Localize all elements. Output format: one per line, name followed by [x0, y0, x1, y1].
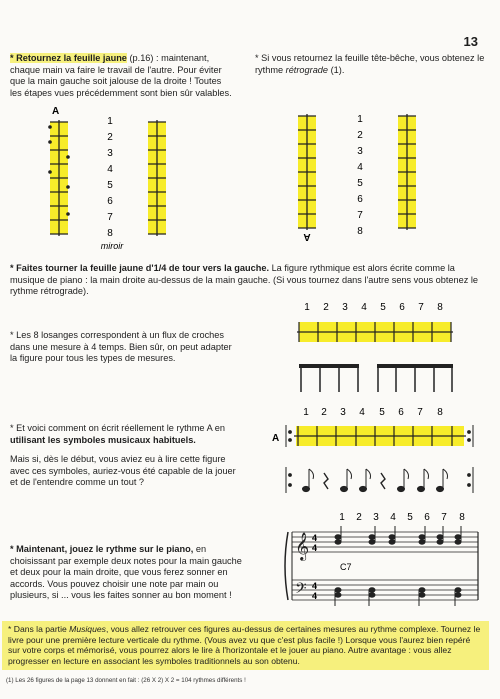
repeat-sign-left: [286, 425, 291, 447]
yellow-strip-retro-left: [298, 114, 316, 230]
strip-number: 1: [357, 114, 363, 125]
strip-number: 6: [398, 407, 404, 418]
section1-right-italic: rétrograde: [285, 64, 329, 75]
bottom-italic: Musiques: [69, 624, 106, 634]
label-a-inverted: A: [303, 231, 311, 242]
time-signature-bottom: 4: [312, 581, 318, 591]
strip-number: 6: [357, 194, 363, 205]
strip-number: 3: [357, 146, 363, 157]
section1-right-text: [255, 53, 485, 76]
strip-numbers: [107, 116, 113, 239]
bass-notes: [335, 588, 461, 606]
section1-left-text: [10, 53, 235, 99]
strip-number: 7: [107, 212, 113, 223]
strip-number: 2: [323, 302, 329, 313]
strip-number: 3: [340, 407, 346, 418]
strip-number: 4: [107, 164, 113, 175]
section1-left-bold: * Retournez la feuille jaune: [10, 53, 127, 63]
strip-number: 6: [399, 302, 405, 313]
label-a: A: [272, 433, 280, 444]
section1-right-text-main: * Si vous retournez la feuille tête-bêche, vous obtenez le rythme: [255, 53, 485, 75]
strip-number: 6: [424, 512, 430, 523]
caption-miroir: miroir: [100, 241, 124, 251]
staff-numbers: [339, 512, 465, 523]
bottom-rest: , vous allez retrouver ces figures au-dessus de certaines mesures au rythme complexe. Tournez le livre pour une première lecture verticale du rythme. (Vous avez vu que c'est plus facile !) Lorsque vous l'aurez bien repéré sur votre corps et mémorisé, vous pourrez alors le lire à l'horizontale et le jouer au piano. Autre avantage : vous allez progresser en lecture en associant les symboles traditionnels au son obtenu.: [8, 624, 481, 667]
strip-number: 3: [373, 512, 379, 523]
strip-number: 8: [459, 512, 465, 523]
section2-bold: * Faites tourner la feuille jaune d'1/4 de tour vers la gauche.: [10, 263, 270, 273]
strip-number: 1: [303, 407, 309, 418]
section2-rest: La figure rythmique est alors écrite comme la musique de piano : la main droite au-dessus de la main gauche. (Si vous tournez dans l'autre sens vous obtenez le rythme rétrograde).: [10, 263, 479, 297]
strip-number: 5: [407, 512, 413, 523]
strip-number: 8: [107, 228, 113, 239]
strip-number: 1: [107, 116, 113, 127]
strip-number: 6: [107, 196, 113, 207]
strip-number: 3: [342, 302, 348, 313]
bottom-text: * Dans la partie: [8, 624, 70, 634]
rhythm-a-figure: [268, 405, 493, 505]
strip-number: 8: [437, 407, 443, 418]
strip-number: 5: [380, 302, 386, 313]
treble-clef-icon: 𝄞: [295, 533, 310, 560]
strip-number: 7: [441, 512, 447, 523]
strip-number: 2: [321, 407, 327, 418]
section3-paragraph: * Les 8 losanges correspondent à un flux de croches dans une mesure à 4 temps. Bien sûr, on peut adapter la figure pour tous les types de mesures.: [10, 330, 232, 364]
section2-text: [10, 263, 490, 298]
strip-number: 2: [357, 130, 363, 141]
strip-number: 8: [357, 226, 363, 237]
time-signature-top-lower: 4: [312, 543, 318, 553]
rhythm-numbers: [303, 407, 443, 418]
yellow-strip-horizontal: [297, 322, 453, 342]
strip-number: 3: [107, 148, 113, 159]
strip-number: 4: [359, 407, 365, 418]
section4-text2: Mais si, dès le début, vous aviez eu à lire cette figure avec ces symboles, auriez-vous été capable de la jouer et de l'entendre comme un tout ?: [10, 454, 236, 488]
strip-number: 5: [107, 180, 113, 191]
bass-clef-icon: 𝄢: [295, 580, 307, 600]
strip-number: 4: [361, 302, 367, 313]
time-signature-bottom-lower: 4: [312, 591, 318, 601]
strip-number: 4: [357, 162, 363, 173]
section4-bold: utilisant les symboles musicaux habituels.: [10, 434, 196, 445]
brace-icon: [285, 532, 288, 600]
treble-notes: [335, 526, 461, 544]
section5-text: [10, 544, 245, 602]
treble-staff: [292, 532, 478, 552]
chord-symbol: C7: [340, 562, 352, 572]
horizontal-strip-figure: [295, 300, 495, 400]
repeat-sign-right: [468, 425, 473, 447]
rhythm-notation: [286, 467, 473, 493]
footnote: (1) Les 26 figures de la page 13 donnent en fait : (26 X 2) X 2 = 104 rythmes différents !: [6, 677, 246, 684]
section5-bold: * Maintenant, jouez le rythme sur le piano,: [10, 544, 194, 554]
page-number: 13: [463, 34, 478, 49]
section4-text: [10, 423, 240, 489]
strip-number: 5: [357, 178, 363, 189]
yellow-strip-rhythm-a: [294, 426, 466, 446]
horizontal-numbers: [304, 302, 443, 313]
strip-number: 4: [390, 512, 396, 523]
yellow-strip-left: [48, 120, 70, 236]
section1-right-note: (1).: [328, 64, 345, 75]
strip-number: 7: [357, 210, 363, 221]
piano-staff-figure: [282, 510, 492, 615]
section3-text: [10, 330, 240, 365]
strip-number: 2: [356, 512, 362, 523]
section5-rest: en choisissant par exemple deux notes pour la main gauche et deux pour la main droite, que vous ferez sonner en accords. Vous pouvez choisir une note par main ou plusieurs, si ... vous les faites sonner au bon moment !: [10, 544, 242, 601]
strip-number: 7: [417, 407, 423, 418]
bass-staff: [292, 580, 478, 600]
section1-left-rest: (p.16) : maintenant, chaque main va faire le travail de l'autre. Pour éviter que la main gauche soit jalouse de la droite ! Toutes les étapes vues précédemment sont bien sûr valables.: [10, 53, 232, 98]
strip-number: 7: [418, 302, 424, 313]
eighth-notes-beamed: [299, 364, 453, 392]
section1-strips-figure: [40, 102, 450, 252]
yellow-strip-retro-right: [398, 114, 416, 230]
label-a: A: [52, 106, 60, 117]
time-signature-top: 4: [312, 533, 318, 543]
strip-number: 8: [437, 302, 443, 313]
strip-number: 5: [379, 407, 385, 418]
strip-number: 2: [107, 132, 113, 143]
section4-text1: * Et voici comment on écrit réellement le rythme A en: [10, 423, 225, 433]
bottom-highlight-box: [2, 621, 489, 670]
strip-number: 1: [304, 302, 310, 313]
strip-number: 1: [339, 512, 345, 523]
retro-numbers: [357, 114, 363, 237]
yellow-strip-mirror: [148, 120, 166, 236]
